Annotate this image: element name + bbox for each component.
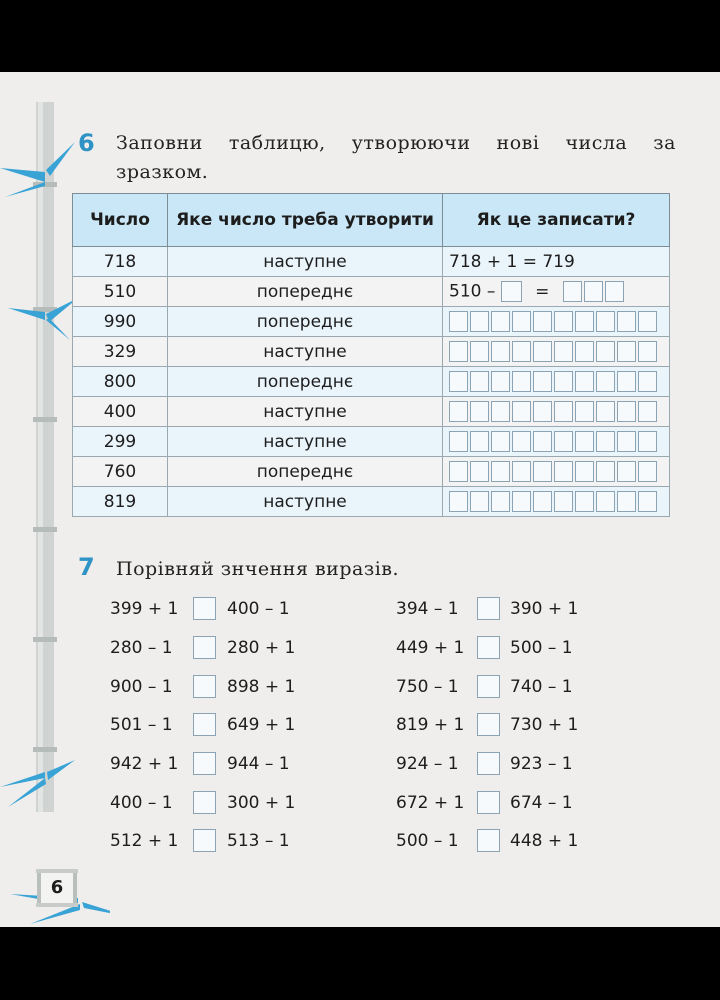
- row-number: 299: [73, 427, 168, 457]
- left-expr-a: 900 – 1: [110, 677, 173, 697]
- right-expr-b: 740 – 1: [510, 677, 573, 697]
- compare-box[interactable]: [193, 713, 216, 736]
- left-expr-b: 649 + 1: [227, 715, 296, 735]
- left-expr-a: 399 + 1: [110, 599, 179, 619]
- table-row: [73, 487, 670, 517]
- left-expr-b: 944 – 1: [227, 754, 290, 774]
- compare-box[interactable]: [477, 791, 500, 814]
- answer-grid-cells[interactable]: [443, 457, 670, 487]
- right-expr-a: 672 + 1: [396, 793, 465, 813]
- table-row: [73, 247, 670, 277]
- compare-box[interactable]: [193, 791, 216, 814]
- header-what-number: Яке число треба утворити: [168, 194, 443, 247]
- answer-blank-box[interactable]: [501, 281, 522, 302]
- right-expr-a: 750 – 1: [396, 677, 459, 697]
- left-expr-b: 300 + 1: [227, 793, 296, 813]
- answer-prefix: 510 –: [449, 281, 496, 302]
- right-expr-b: 390 + 1: [510, 599, 579, 619]
- table-row: [73, 307, 670, 337]
- row-type: наступне: [168, 337, 443, 367]
- exercise-6-instruction-line2: зразком.: [116, 161, 209, 183]
- compare-box[interactable]: [193, 752, 216, 775]
- row-number: 760: [73, 457, 168, 487]
- right-expr-a: 449 + 1: [396, 638, 465, 658]
- compare-box[interactable]: [193, 675, 216, 698]
- exercise-6-instruction-line1: Заповни таблицю, утворюючи нові числа за: [116, 132, 676, 154]
- row-answer: 718 + 1 = 719: [443, 247, 670, 277]
- row-type: попереднє: [168, 457, 443, 487]
- page-number: 6: [50, 877, 64, 898]
- left-expr-b: 898 + 1: [227, 677, 296, 697]
- left-expr-a: 942 + 1: [110, 754, 179, 774]
- right-expr-b: 500 – 1: [510, 638, 573, 658]
- row-type: наступне: [168, 427, 443, 457]
- exercise-7-number: 7: [78, 553, 95, 581]
- compare-box[interactable]: [193, 829, 216, 852]
- header-number: Число: [73, 194, 168, 247]
- right-expr-a: 819 + 1: [396, 715, 465, 735]
- workbook-page: [0, 72, 720, 927]
- compare-box[interactable]: [477, 675, 500, 698]
- header-how-to-write: Як це записати?: [443, 194, 670, 247]
- compare-box[interactable]: [193, 597, 216, 620]
- right-expr-b: 448 + 1: [510, 831, 579, 851]
- right-expr-b: 674 – 1: [510, 793, 573, 813]
- row-number: 718: [73, 247, 168, 277]
- left-expr-b: 513 – 1: [227, 831, 290, 851]
- answer-grid-cells[interactable]: [443, 397, 670, 427]
- left-expr-a: 512 + 1: [110, 831, 179, 851]
- compare-box[interactable]: [477, 636, 500, 659]
- row-number: 400: [73, 397, 168, 427]
- compare-box[interactable]: [477, 597, 500, 620]
- compare-box[interactable]: [477, 752, 500, 775]
- compare-box[interactable]: [477, 829, 500, 852]
- left-expr-a: 280 – 1: [110, 638, 173, 658]
- left-expr-a: 501 – 1: [110, 715, 173, 735]
- left-expr-a: 400 – 1: [110, 793, 173, 813]
- table-row: [73, 397, 670, 427]
- row-number: 329: [73, 337, 168, 367]
- row-type: наступне: [168, 487, 443, 517]
- answer-grid-cells[interactable]: [443, 367, 670, 397]
- answer-grid-cells[interactable]: [443, 337, 670, 367]
- left-expr-b: 280 + 1: [227, 638, 296, 658]
- compare-box[interactable]: [477, 713, 500, 736]
- row-number: 800: [73, 367, 168, 397]
- row-type: наступне: [168, 247, 443, 277]
- right-expr-a: 394 – 1: [396, 599, 459, 619]
- row-number: 990: [73, 307, 168, 337]
- answer-result-cells[interactable]: [563, 281, 624, 302]
- row-type: попереднє: [168, 367, 443, 397]
- right-expr-a: 924 – 1: [396, 754, 459, 774]
- compare-box[interactable]: [193, 636, 216, 659]
- row-number: 819: [73, 487, 168, 517]
- right-expr-b: 923 – 1: [510, 754, 573, 774]
- answer-grid-cells[interactable]: [443, 487, 670, 517]
- exercise-7-instruction: Порівняй знчення виразів.: [116, 558, 400, 580]
- table-row: [73, 457, 670, 487]
- table-row: [73, 427, 670, 457]
- answer-grid-cells[interactable]: [443, 307, 670, 337]
- equals-sign: =: [535, 281, 550, 302]
- row-type: попереднє: [168, 307, 443, 337]
- right-expr-b: 730 + 1: [510, 715, 579, 735]
- exercise-6-number: 6: [78, 129, 95, 157]
- row-type: наступне: [168, 397, 443, 427]
- answer-grid-cells[interactable]: [443, 427, 670, 457]
- right-expr-a: 500 – 1: [396, 831, 459, 851]
- table-row: [73, 367, 670, 397]
- row-number: 510: [73, 277, 168, 307]
- row-type: попереднє: [168, 277, 443, 307]
- left-expr-b: 400 – 1: [227, 599, 290, 619]
- numbers-table: [72, 193, 670, 517]
- table-row: [73, 277, 670, 307]
- row-answer: [443, 277, 670, 307]
- table-row: [73, 337, 670, 367]
